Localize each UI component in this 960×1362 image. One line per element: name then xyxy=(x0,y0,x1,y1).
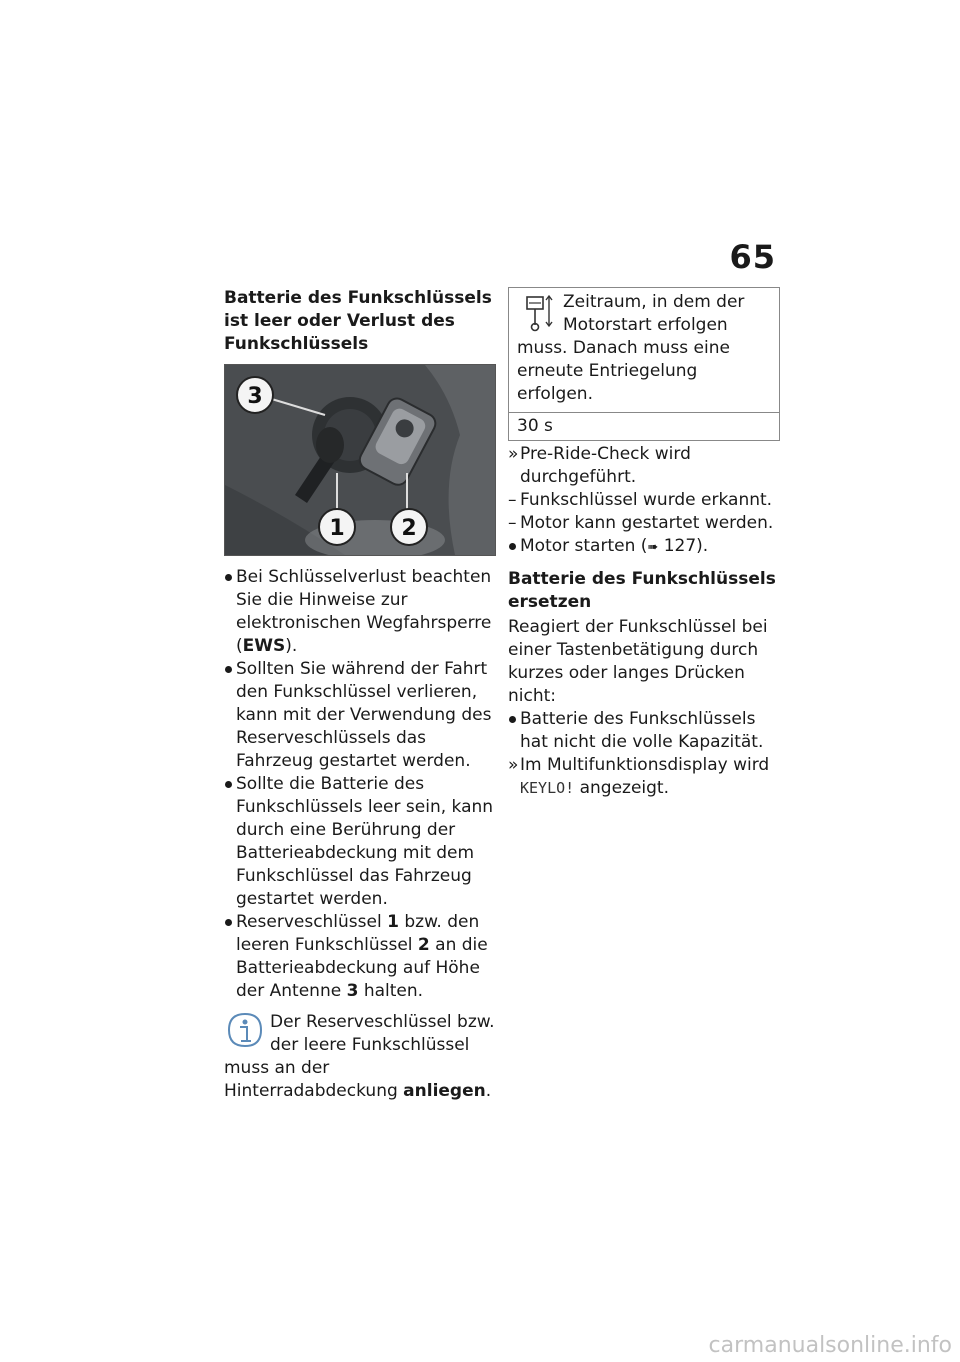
list-item: Reserveschlüssel 1 bzw. den leeren Funkschlüssel 2 an die Batterieabdeckung auf Höhe der Antenne 3 halten. xyxy=(224,911,496,1003)
info-icon xyxy=(224,1011,266,1055)
timing-value: 30 s xyxy=(517,416,553,436)
dash-item: – Motor kann gestartet werden. xyxy=(508,512,780,535)
list-item: Sollte die Batterie des Funkschlüssels leer sein, kann durch eine Berührung der Batterieabdeckung mit dem Funkschlüssel das Fahrzeug gestartet werden. xyxy=(224,773,496,911)
watermark: carmanualsonline.info xyxy=(708,1333,952,1358)
figure-label-1: 1 xyxy=(329,516,345,541)
figure-label-2: 2 xyxy=(401,516,417,541)
key-photo-drawing xyxy=(225,365,495,555)
section-heading-battery-empty: Batterie des Funkschlüssels ist leer oder Verlust des Funkschlüssels xyxy=(224,288,492,354)
section-heading-replace-battery: Batterie des Funkschlüssels ersetzen xyxy=(508,569,776,612)
page-ref-link[interactable]: 127). xyxy=(663,536,709,556)
right-list-1 xyxy=(508,443,780,559)
result-item: » Im Multifunktionsdisplay wird KEYLO! angezeigt. xyxy=(508,754,780,800)
right-column xyxy=(508,287,780,800)
page-number: 65 xyxy=(729,238,776,276)
engine-piston-icon xyxy=(517,291,559,335)
key-illustration xyxy=(224,364,496,556)
list-item: Motor starten (➠ 127). xyxy=(508,535,780,559)
list-item: Bei Schlüsselverlust beachten Sie die Hinweise zur elektronischen Wegfahrsperre (EWS). xyxy=(224,566,496,658)
result-item: » Pre-Ride-Check wird durchgeführt. xyxy=(508,443,780,489)
dash-item: – Funkschlüssel wurde erkannt. xyxy=(508,489,780,512)
timing-table xyxy=(508,287,780,441)
left-bullet-list xyxy=(224,566,496,1003)
page-ref-arrow-icon: ➠ xyxy=(647,540,659,555)
list-item: Sollten Sie während der Fahrt den Funkschlüssel verlieren, kann mit der Verwendung des Reserveschlüssels das Fahrzeug gestartet werden. xyxy=(224,658,496,773)
figure-label-3: 3 xyxy=(247,384,263,409)
left-column xyxy=(224,287,496,1103)
display-message: KEYLO! xyxy=(520,779,575,797)
paragraph: Reagiert der Funkschlüssel bei einer Tastenbetätigung durch kurzes oder langes Drücken nicht: xyxy=(508,617,768,706)
list-item: Batterie des Funkschlüssels hat nicht die volle Kapazität. xyxy=(508,708,780,754)
timing-description: Zeitraum, in dem der Motorstart erfolgen muss. Danach muss eine erneute Entriegelung erfolgen. xyxy=(509,288,779,413)
info-note: Der Reserveschlüssel bzw. der leere Funkschlüssel muss an der Hinterradabdeckung anliegen. xyxy=(224,1012,495,1101)
right-list-2 xyxy=(508,708,780,800)
